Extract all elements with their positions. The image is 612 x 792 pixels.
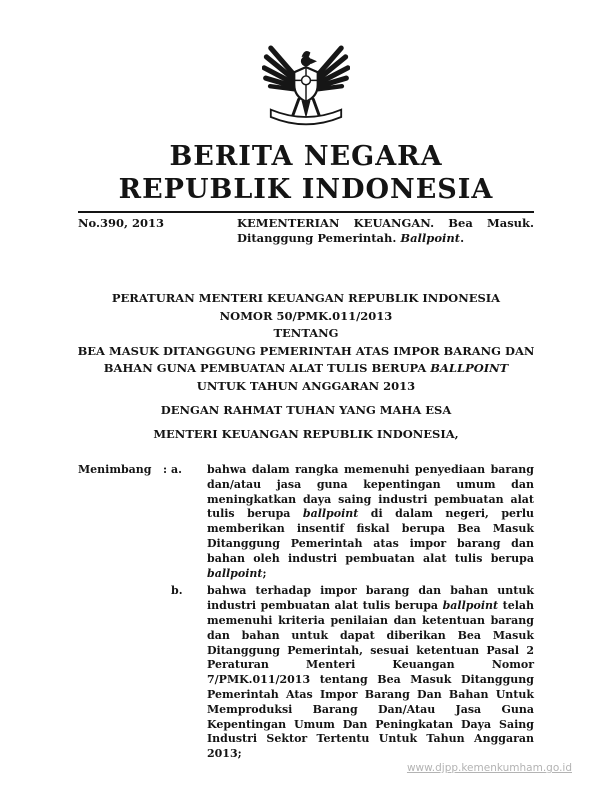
subject-abstract-text: KEMENTERIAN KEUANGAN. Bea Masuk. Ditanggung Pemerintah. [237,216,534,245]
item-marker: a. [171,463,182,476]
subject-abstract [237,216,534,246]
item-text [207,584,534,762]
title-line-3: TENTANG [273,326,339,340]
title-line-1: PERATURAN MENTERI KEUANGAN REPUBLIK INDONESIA [111,291,501,305]
item-b-part-2: ballpoint [442,599,499,613]
consideration-item-a [171,463,534,581]
masthead [0,0,612,206]
item-text [207,463,534,581]
subject-abstract-italic: Ballpoint [400,231,461,245]
item-b-part-3: telah memenuhi kriteria penilaian dan ketentuan barang dan bahan untuk dapat diberikan Bea Masuk Ditanggung Pemerintah, sesuai ketentuan Pasal 2 Peraturan Menteri Keuangan Nomor 7/PMK.011/2013 tentang Bea Masuk Ditanggung Pemerintah Atas Impor Barang Dan Bahan Untuk Memproduksi Barang Dan/Atau Jasa Guna Kepentingan Umum Dan Peningkatan Daya Saing Industri Sektor Tertentu Untuk Tahun Anggaran 2013; [207,599,534,761]
issue-number: No.390, 2013 [78,216,165,230]
masthead-divider [78,211,534,213]
authority-line: MENTERI KEUANGAN REPUBLIK INDONESIA, [153,426,459,441]
invocation-line: DENGAN RAHMAT TUHAN YANG MAHA ESA [160,403,452,417]
regulation-title-block [0,290,612,395]
item-b-part-1: bahwa terhadap impor barang dan bahan untuk industri pembuatan alat tulis berupa [207,584,534,613]
title-line-6: UNTUK TAHUN ANGGARAN 2013 [196,378,416,393]
menimbang-separator: : [163,463,168,476]
item-a-part-2: ballpoint [302,507,359,521]
masthead-title-line1: BERITA NEGARA [169,141,443,172]
item-a-part-1: bahwa dalam rangka memenuhi penyediaan barang dan/atau jasa guna kepentingan umum dan meningkatkan daya saing industri pembuatan alat tulis berupa [207,463,534,521]
watermark-link[interactable]: www.djpp.kemenkumham.go.id [406,762,572,774]
item-marker: b. [171,584,183,598]
item-a-part-3: di dalam negeri, perlu memberikan insentif fiskal berupa Bea Masuk Ditanggung Pemerintah atas impor barang dan bahan oleh industri pembuatan alat tulis berupa [207,507,534,565]
subject-abstract-period: . [460,231,465,245]
title-line-5-text: BAHAN GUNA PEMBUATAN ALAT TULIS BERUPA [103,361,431,375]
issue-header [78,216,534,246]
title-line-2: NOMOR 50/PMK.011/2013 [219,308,393,323]
item-a-part-4: ballpoint [207,566,263,580]
menimbang-label: Menimbang [78,463,152,476]
item-a-part-5: ; [262,566,267,580]
considerations-section [78,463,534,762]
garuda-emblem-icon [262,36,350,132]
title-line-5 [0,360,612,378]
title-line-5-italic: BALLPOINT [430,361,509,375]
consideration-item-b [171,584,534,762]
masthead-title-line2: REPUBLIK INDONESIA [118,174,494,205]
title-line-4: BEA MASUK DITANGGUNG PEMERINTAH ATAS IMPOR BARANG DAN [77,343,535,358]
